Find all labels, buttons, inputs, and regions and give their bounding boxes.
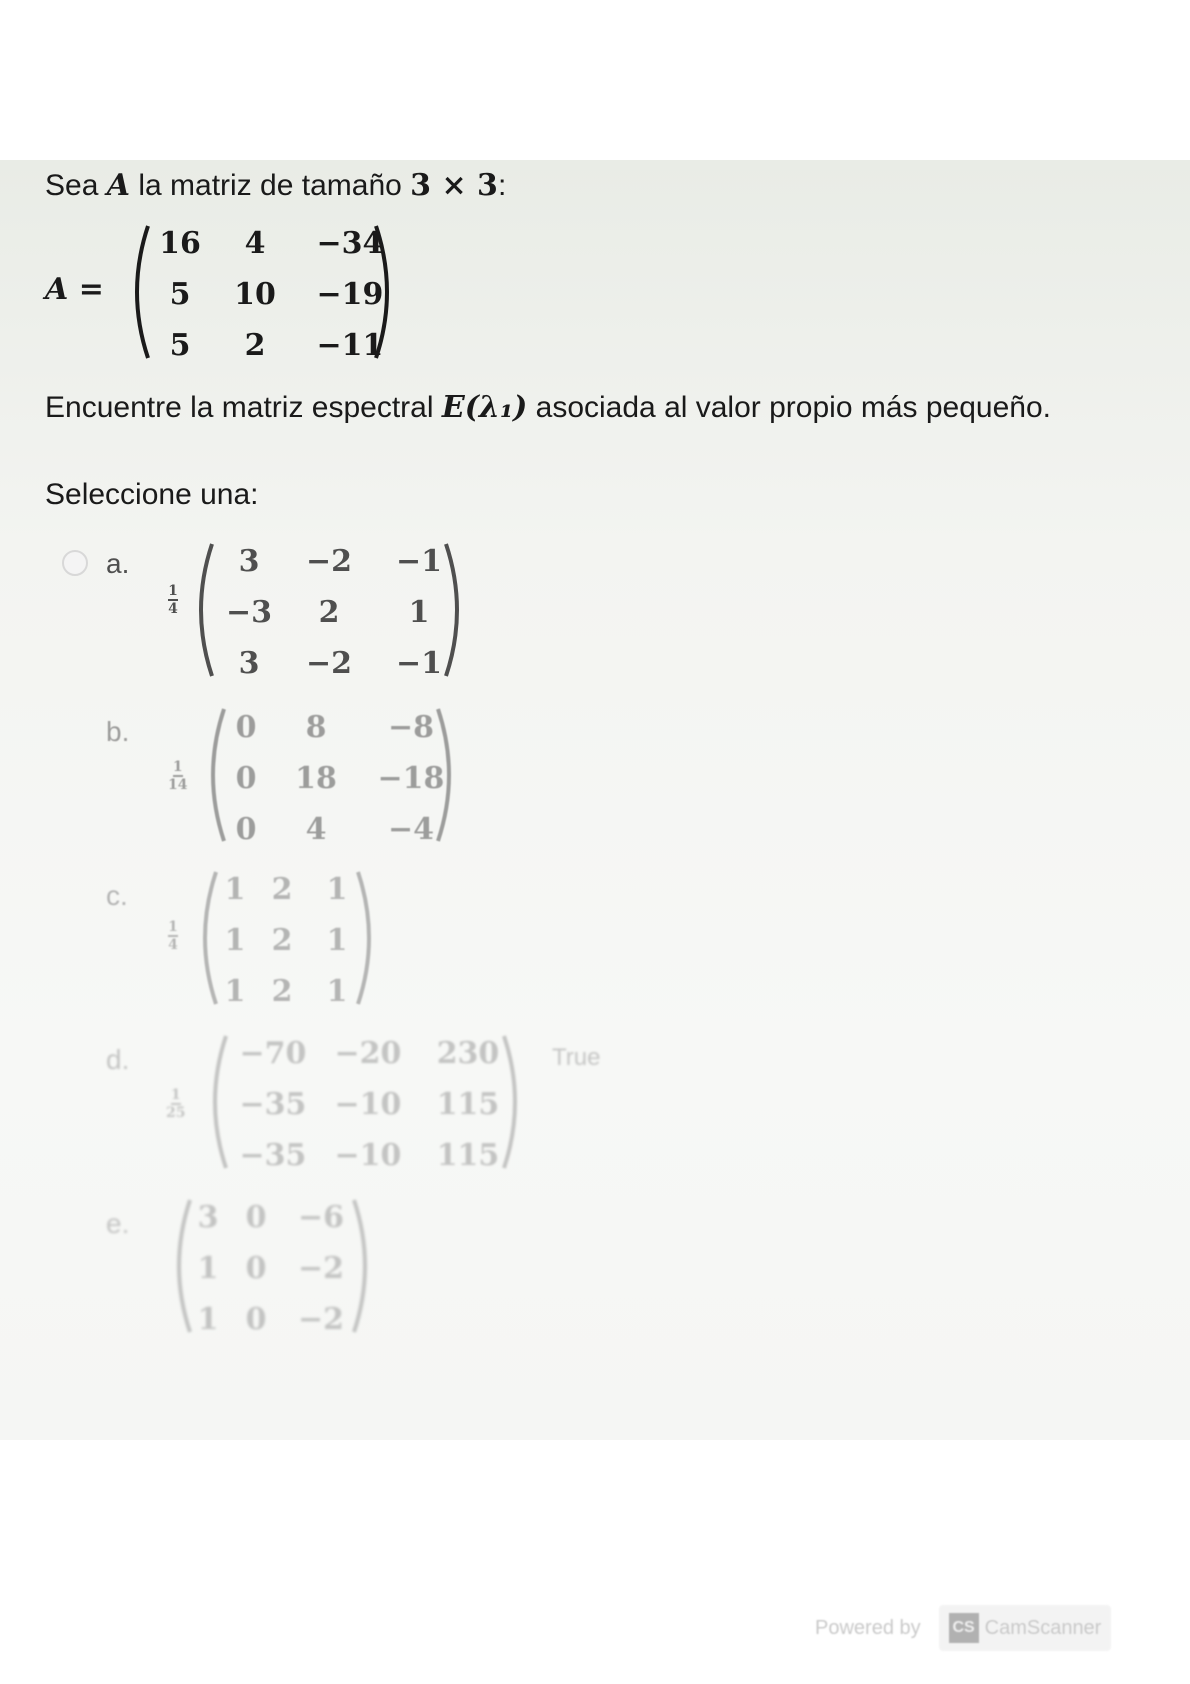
matrix-cell: 2 [271, 974, 293, 1009]
matrix-cell: 4 [244, 226, 266, 261]
camscanner-brand: CamScanner [984, 1616, 1102, 1639]
matrix-cell: −19 [316, 277, 384, 312]
fraction-denominator: 25 [166, 1105, 186, 1121]
option-a-label[interactable]: a. [106, 548, 130, 579]
option-d-fraction [166, 1088, 185, 1120]
question-prompt [45, 390, 1051, 425]
option-a-right-paren [442, 540, 472, 680]
matrix-cell: 1 [224, 923, 246, 958]
matrix-cell: 10 [234, 277, 276, 312]
powered-by-text: Powered by [815, 1616, 921, 1639]
matrix-cell: 1 [197, 1251, 219, 1286]
matrix-cell: −11 [316, 328, 384, 363]
option-a-fraction [168, 584, 178, 616]
intro-suffix: : [497, 169, 507, 202]
matrix-cell: 5 [169, 328, 191, 363]
matrix-cell: 1 [224, 872, 246, 907]
matrix-a-label: A = [45, 272, 104, 307]
matrix-cell: 115 [436, 1138, 500, 1173]
prompt-suffix: asociada al valor propio más pequeño. [535, 391, 1051, 424]
option-d-right-paren [500, 1032, 530, 1172]
matrix-cell: 1 [408, 595, 430, 630]
option-b-fraction [168, 760, 187, 792]
matrix-cell: 5 [169, 277, 191, 312]
option-d-left-paren [200, 1032, 230, 1172]
prompt-prefix: Encuentre la matriz espectral [45, 391, 434, 424]
matrix-cell: −10 [334, 1138, 402, 1173]
intro-variable: A [106, 168, 131, 203]
fraction-numerator: 1 [172, 759, 183, 775]
option-b-matrix [226, 710, 456, 847]
option-c-fraction [168, 920, 178, 952]
matrix-cell: −3 [225, 595, 272, 630]
option-e-label[interactable]: e. [106, 1208, 130, 1239]
matrix-cell: 18 [295, 761, 337, 796]
matrix-cell: 0 [245, 1200, 267, 1235]
matrix-cell: −1 [395, 544, 442, 579]
matrix-cell: 2 [318, 595, 340, 630]
select-label: Seleccione una: [45, 478, 259, 511]
camscanner-watermark [815, 1605, 1111, 1651]
matrix-cell: 2 [244, 328, 266, 363]
option-c-label[interactable]: c. [106, 880, 128, 911]
option-e-right-paren [350, 1196, 380, 1336]
fraction-denominator: 14 [168, 777, 188, 793]
option-b-label[interactable]: b. [106, 716, 130, 747]
matrix-a-left-paren [122, 222, 152, 362]
matrix-cell: −2 [297, 1251, 344, 1286]
option-a-left-paren [186, 540, 216, 680]
matrix-cell: 0 [245, 1251, 267, 1286]
option-a-matrix [214, 544, 464, 681]
matrix-cell: −2 [305, 544, 352, 579]
matrix-cell: 0 [235, 710, 257, 745]
option-a-radio[interactable] [62, 550, 88, 576]
matrix-cell: 115 [436, 1087, 500, 1122]
matrix-cell: −35 [239, 1138, 307, 1173]
option-c-right-paren [354, 868, 384, 1008]
camscanner-logo [939, 1605, 1112, 1651]
matrix-cell: −4 [387, 812, 434, 847]
matrix-cell: −2 [297, 1302, 344, 1337]
matrix-cell: −70 [239, 1036, 307, 1071]
camscanner-icon: CS [949, 1613, 979, 1643]
prompt-math: E(λ₁) [441, 390, 528, 425]
option-b-right-paren [434, 705, 464, 845]
intro-dims: 3 × 3 [410, 168, 498, 203]
option-c-left-paren [190, 868, 220, 1008]
matrix-cell: 230 [436, 1036, 500, 1071]
matrix-cell: −20 [334, 1036, 402, 1071]
matrix-a [150, 226, 400, 363]
option-d-matrix [228, 1036, 518, 1173]
matrix-cell: −34 [316, 226, 384, 261]
option-b-left-paren [198, 705, 228, 845]
matrix-a-right-paren [372, 222, 402, 362]
matrix-cell: 3 [238, 544, 260, 579]
matrix-cell: 2 [271, 923, 293, 958]
fraction-numerator: 1 [168, 919, 178, 935]
matrix-cell: 3 [238, 646, 260, 681]
matrix-cell: 16 [159, 226, 201, 261]
question-intro [45, 168, 506, 203]
matrix-cell: 1 [326, 872, 348, 907]
matrix-cell: 1 [326, 923, 348, 958]
fraction-numerator: 1 [168, 583, 178, 599]
fraction-denominator: 4 [168, 601, 178, 617]
matrix-cell: −1 [395, 646, 442, 681]
matrix-cell: −35 [239, 1087, 307, 1122]
matrix-cell: −6 [297, 1200, 344, 1235]
matrix-cell: 1 [224, 974, 246, 1009]
matrix-cell: 4 [305, 812, 327, 847]
intro-middle: la matriz de tamaño [138, 169, 402, 202]
matrix-cell: −8 [387, 710, 434, 745]
fraction-numerator: 1 [170, 1087, 181, 1103]
matrix-cell: 3 [197, 1200, 219, 1235]
matrix-cell: 2 [271, 872, 293, 907]
option-c-matrix [218, 872, 362, 1009]
matrix-cell: 1 [197, 1302, 219, 1337]
intro-prefix: Sea [45, 169, 99, 202]
matrix-cell: 8 [305, 710, 327, 745]
matrix-cell: −18 [377, 761, 445, 796]
matrix-cell: 0 [235, 812, 257, 847]
matrix-cell: 0 [235, 761, 257, 796]
matrix-cell: 1 [326, 974, 348, 1009]
option-d-feedback: True [552, 1044, 601, 1071]
option-d-label[interactable]: d. [106, 1044, 130, 1075]
option-e-matrix [190, 1200, 356, 1337]
matrix-cell: −2 [305, 646, 352, 681]
matrix-cell: −10 [334, 1087, 402, 1122]
matrix-cell: 0 [245, 1302, 267, 1337]
fraction-denominator: 4 [168, 937, 178, 953]
